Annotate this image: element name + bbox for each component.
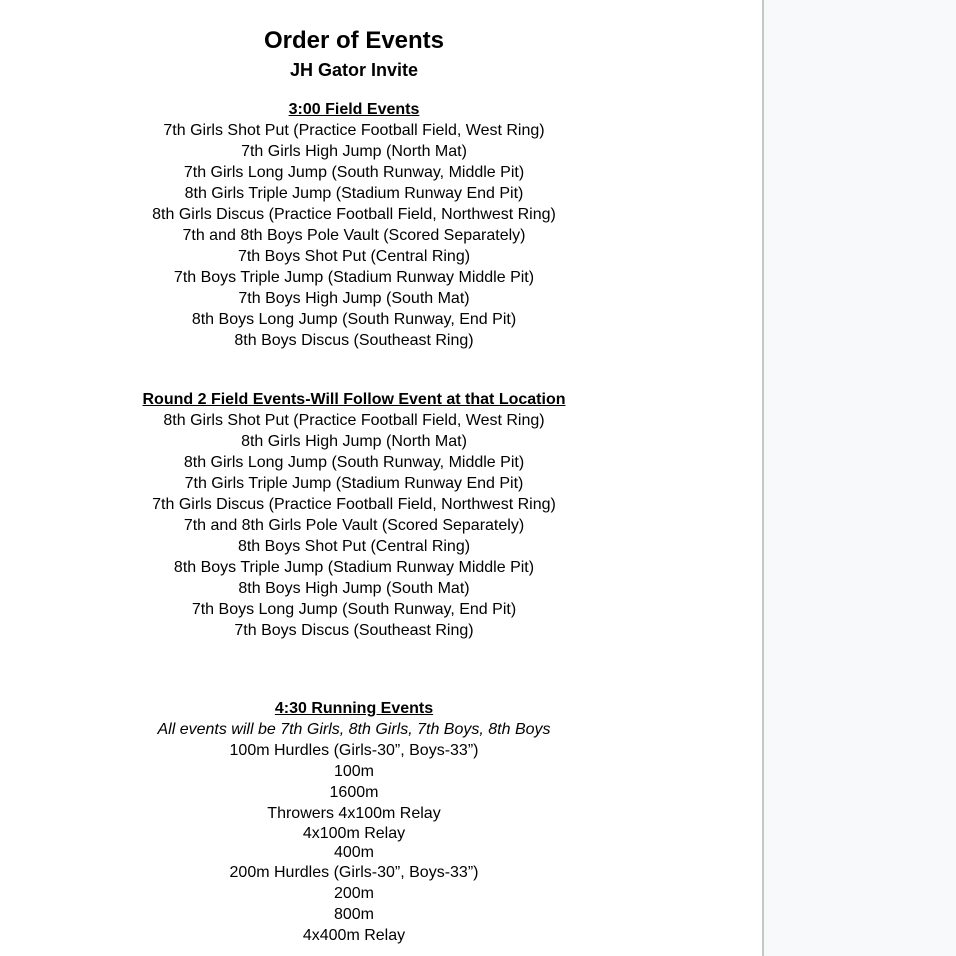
running-event-item: 400m: [333, 844, 375, 861]
round2-event-item: 8th Girls Long Jump (South Runway, Middle Pit): [183, 454, 525, 471]
document-subtitle: JH Gator Invite: [289, 60, 419, 80]
running-event-item: 800m: [333, 906, 375, 923]
field-event-item: 8th Girls Discus (Practice Football Field, Northwest Ring): [152, 206, 556, 223]
field-event-item: 8th Girls Triple Jump (Stadium Runway End Pit): [184, 185, 524, 202]
running-event-item: 200m Hurdles (Girls-30”, Boys-33”): [229, 864, 479, 881]
field-event-item: 7th and 8th Boys Pole Vault (Scored Separately): [182, 227, 526, 244]
field-event-item: 7th Boys Shot Put (Central Ring): [237, 248, 471, 265]
running-event-item: 100m Hurdles (Girls-30”, Boys-33”): [229, 742, 479, 759]
running-events-section: [0, 698, 708, 946]
round2-event-item: 7th Boys Discus (Southeast Ring): [234, 622, 474, 639]
field-event-item: 7th Boys High Jump (South Mat): [238, 290, 470, 307]
field-event-item: 7th Boys Triple Jump (Stadium Runway Middle Pit): [173, 269, 535, 286]
field-event-item: 8th Boys Long Jump (South Runway, End Pit): [191, 311, 517, 328]
field-events-heading: 3:00 Field Events: [288, 101, 420, 118]
round2-event-item: 8th Boys High Jump (South Mat): [238, 580, 470, 597]
round2-event-item: 8th Boys Triple Jump (Stadium Runway Middle Pit): [173, 559, 535, 576]
field-event-item: 7th Girls High Jump (North Mat): [241, 143, 467, 160]
running-event-item: 200m: [333, 885, 375, 902]
running-events-heading: 4:30 Running Events: [274, 700, 434, 717]
round2-event-item: 7th Boys Long Jump (South Runway, End Pit): [191, 601, 517, 618]
field-event-item: 7th Girls Long Jump (South Runway, Middle Pit): [183, 164, 525, 181]
running-event-item: 100m: [333, 763, 375, 780]
running-event-item: 1600m: [329, 784, 379, 801]
running-event-item: 4x400m Relay: [302, 927, 406, 944]
round2-field-events-section: [0, 389, 708, 641]
running-event-item: Throwers 4x100m Relay: [267, 805, 441, 822]
round2-event-item: 7th Girls Discus (Practice Football Field, Northwest Ring): [152, 496, 556, 513]
round2-field-events-heading: Round 2 Field Events-Will Follow Event at that Location: [142, 391, 566, 408]
running-event-item: 4x100m Relay: [302, 825, 406, 842]
round2-event-item: 8th Boys Shot Put (Central Ring): [237, 538, 471, 555]
round2-event-item: 8th Girls High Jump (North Mat): [241, 433, 467, 450]
running-events-note: All events will be 7th Girls, 8th Girls, 7th Boys, 8th Boys: [157, 721, 551, 738]
field-events-section: [0, 99, 708, 351]
round2-event-item: 7th and 8th Girls Pole Vault (Scored Separately): [183, 517, 525, 534]
document-title: Order of Events: [263, 27, 445, 54]
round2-event-item: 7th Girls Triple Jump (Stadium Runway End Pit): [184, 475, 524, 492]
round2-event-item: 8th Girls Shot Put (Practice Football Field, West Ring): [163, 412, 545, 429]
field-event-item: 8th Boys Discus (Southeast Ring): [234, 332, 474, 349]
field-event-item: 7th Girls Shot Put (Practice Football Field, West Ring): [163, 122, 545, 139]
